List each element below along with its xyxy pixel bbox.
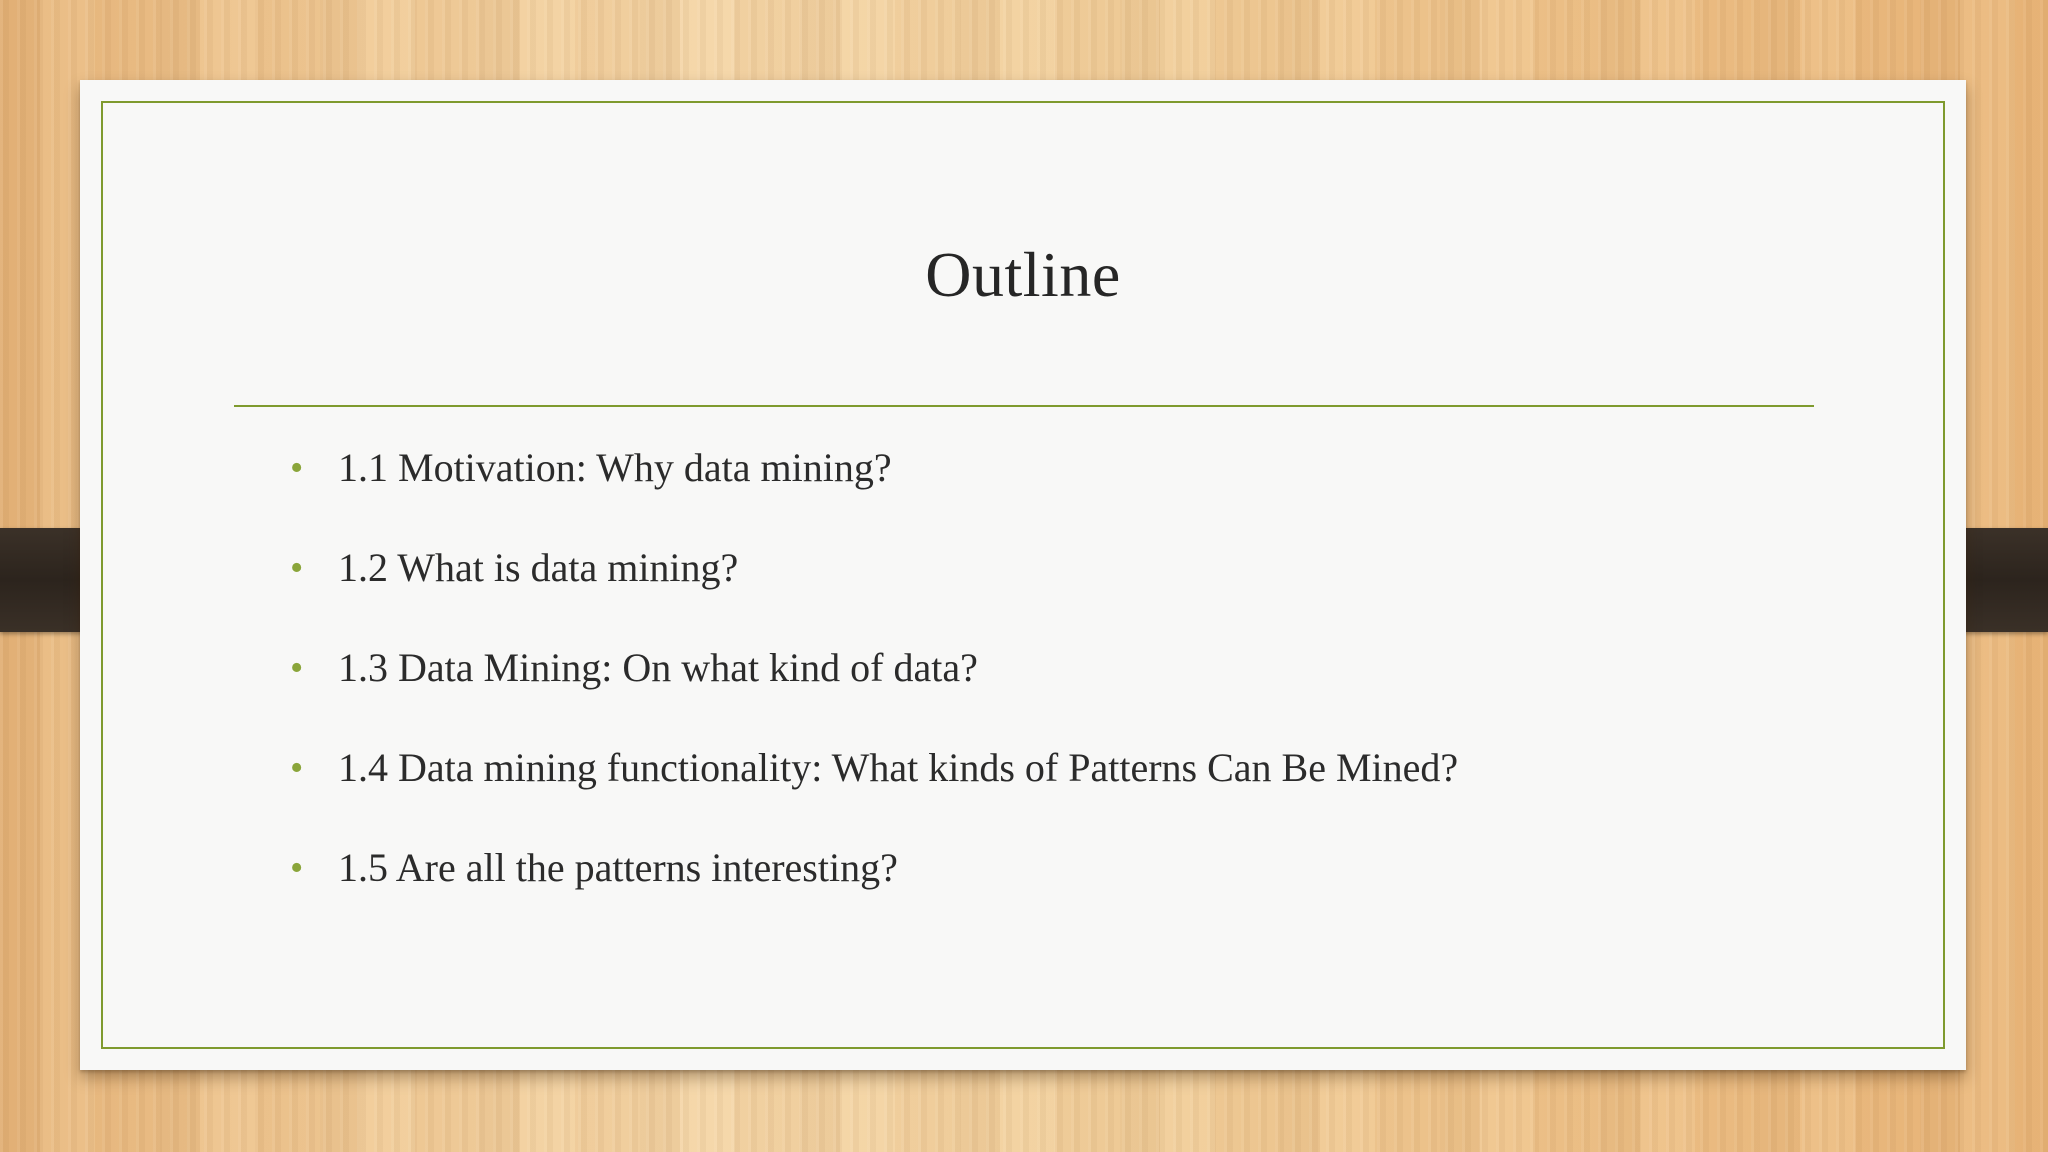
title-divider [234,405,1814,407]
slide-title: Outline [925,239,1121,310]
bullet-icon: • [290,847,304,889]
list-item-text: 1.3 Data Mining: On what kind of data? [338,645,978,690]
bullet-icon: • [290,747,304,789]
bullet-icon: • [290,547,304,589]
bullet-icon: • [290,647,304,689]
bullet-icon: • [290,447,304,489]
list-item-text: 1.2 What is data mining? [338,545,739,590]
list-item-text: 1.1 Motivation: Why data mining? [338,445,892,490]
list-item-text: 1.4 Data mining functionality: What kinds of Patterns Can Be Mined? [338,745,1459,790]
slide [80,80,1966,1070]
list-item-text: 1.5 Are all the patterns interesting? [338,845,898,890]
